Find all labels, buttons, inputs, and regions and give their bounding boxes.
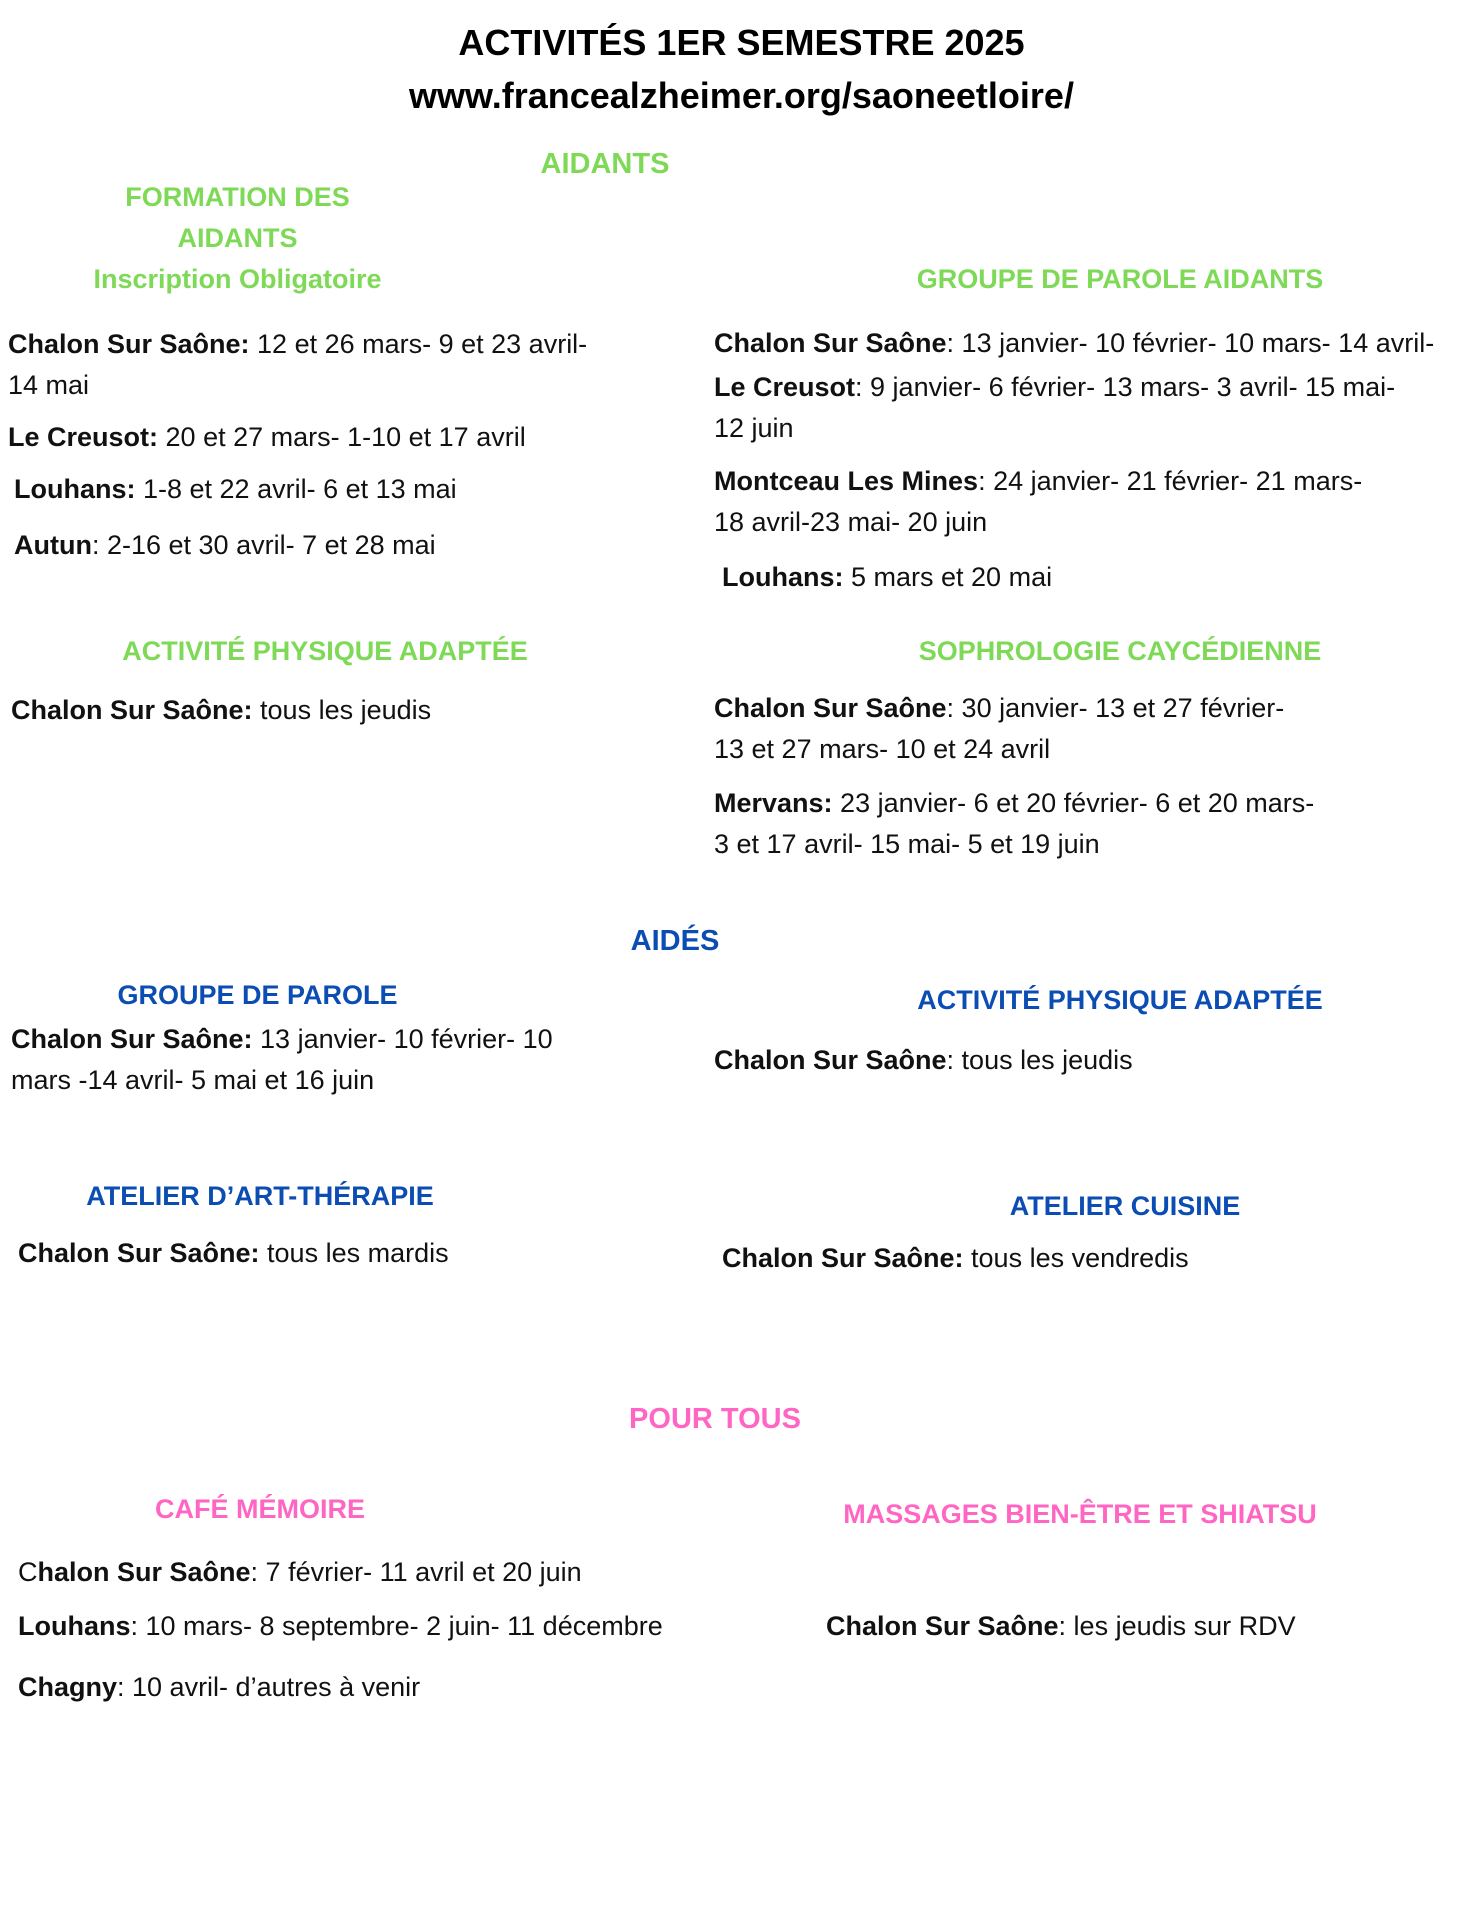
entry-dates: : 24 janvier- 21 février- 21 mars- — [978, 466, 1363, 496]
entry-place: Le Creusot: — [8, 422, 159, 452]
entry-dates-cont: 13 et 27 mars- 10 et 24 avril — [714, 734, 1051, 764]
entry-place-initial: C — [18, 1557, 38, 1587]
formation-entry-autun — [14, 525, 436, 566]
massages-entry-chalon — [826, 1606, 1296, 1647]
entry-place: Chalon Sur Saône — [714, 1045, 947, 1075]
entry-dates: : 10 mars- 8 septembre- 2 juin- 11 décembre — [130, 1611, 663, 1641]
entry-dates: 23 janvier- 6 et 20 février- 6 et 20 mars- — [832, 788, 1315, 818]
activite-physique-aidants-title: ACTIVITÉ PHYSIQUE ADAPTÉE — [122, 636, 528, 666]
entry-place: Chalon Sur Saône — [714, 693, 947, 723]
entry-place: Chagny — [18, 1672, 118, 1702]
entry-dates: : 9 janvier- 6 février- 13 mars- 3 avril- 15 mai- — [855, 372, 1396, 402]
groupe-parole-entry-montceau — [714, 461, 1362, 543]
massages-title: MASSAGES BIEN-ÊTRE ET SHIATSU — [843, 1499, 1317, 1529]
activite-physique-aides-entry — [714, 1040, 1133, 1081]
section-aidants-title: AIDANTS — [540, 148, 670, 180]
entry-place: Chalon Sur Saône — [714, 328, 947, 358]
entry-place: halon Sur Saône — [37, 1557, 251, 1587]
entry-dates: : 10 avril- d’autres à venir — [117, 1672, 421, 1702]
atelier-cuisine-title: ATELIER CUISINE — [1009, 1191, 1241, 1221]
sophrologie-entry-mervans — [714, 783, 1314, 865]
entry-dates: 20 et 27 mars- 1-10 et 17 avril — [158, 422, 526, 452]
entry-place: Chalon Sur Saône: — [722, 1243, 964, 1273]
entry-dates: tous les mardis — [259, 1238, 449, 1268]
sophrologie-entry-chalon — [714, 688, 1284, 770]
formation-entry-louhans — [14, 469, 457, 510]
entry-place: Chalon Sur Saône: — [18, 1238, 260, 1268]
entry-dates: 1-8 et 22 avril- 6 et 13 mai — [135, 474, 457, 504]
entry-dates: 5 mars et 20 mai — [843, 562, 1053, 592]
cafe-memoire-entry-chalon — [18, 1552, 582, 1593]
formation-title-line1: FORMATION DES — [125, 182, 350, 212]
entry-dates: : tous les jeudis — [946, 1045, 1133, 1075]
art-therapie-entry — [18, 1233, 449, 1274]
cafe-memoire-entry-louhans — [18, 1606, 663, 1647]
formation-note: Inscription Obligatoire — [93, 264, 382, 294]
entry-dates: : 7 février- 11 avril et 20 juin — [250, 1557, 582, 1587]
entry-dates: : 13 janvier- 10 février- 10 mars- 14 avril- — [946, 328, 1435, 358]
section-aides-title: AIDÉS — [630, 925, 720, 957]
groupe-parole-entry-louhans — [722, 557, 1052, 598]
entry-dates: : 2-16 et 30 avril- 7 et 28 mai — [91, 530, 436, 560]
entry-place: Louhans: — [722, 562, 844, 592]
entry-dates: tous les vendredis — [963, 1243, 1189, 1273]
groupe-parole-entry-creusot — [714, 367, 1395, 449]
entry-place: Chalon Sur Saône: — [11, 1024, 253, 1054]
entry-place: Chalon Sur Saône — [826, 1611, 1059, 1641]
entry-dates-cont: 14 mai — [8, 370, 90, 400]
atelier-cuisine-entry — [722, 1238, 1189, 1279]
entry-place: Autun — [14, 530, 92, 560]
entry-dates: tous les jeudis — [252, 695, 432, 725]
entry-dates-cont: 3 et 17 avril- 15 mai- 5 et 19 juin — [714, 829, 1100, 859]
cafe-memoire-title: CAFÉ MÉMOIRE — [154, 1494, 365, 1524]
entry-place: Chalon Sur Saône: — [8, 329, 250, 359]
activite-physique-aidants-entry — [11, 690, 431, 731]
art-therapie-title: ATELIER D’ART-THÉRAPIE — [86, 1181, 434, 1211]
groupe-parole-entry-chalon — [714, 323, 1483, 364]
entry-place: Chalon Sur Saône: — [11, 695, 253, 725]
entry-place: Le Creusot — [714, 372, 856, 402]
groupe-parole-aidants-title: GROUPE DE PAROLE AIDANTS — [916, 264, 1324, 294]
formation-title-line2: AIDANTS — [177, 223, 298, 253]
entry-place: Louhans: — [14, 474, 136, 504]
page-title: ACTIVITÉS 1ER SEMESTRE 2025 — [458, 22, 1025, 63]
formation-entry-chalon — [8, 324, 587, 406]
entry-place: Louhans — [18, 1611, 131, 1641]
groupe-parole-aides-entry — [11, 1019, 553, 1101]
entry-place: Montceau Les Mines — [714, 466, 979, 496]
entry-dates: 12 et 26 mars- 9 et 23 avril- — [249, 329, 588, 359]
sophrologie-title: SOPHROLOGIE CAYCÉDIENNE — [918, 636, 1322, 666]
cafe-memoire-entry-chagny — [18, 1667, 420, 1708]
website-url[interactable]: www.francealzheimer.org/saoneetloire/ — [409, 75, 1074, 116]
entry-place: Mervans: — [714, 788, 833, 818]
section-pour-tous-title: POUR TOUS — [629, 1403, 801, 1435]
formation-entry-creusot — [8, 417, 526, 458]
activite-physique-aides-title: ACTIVITÉ PHYSIQUE ADAPTÉE — [917, 985, 1323, 1015]
entry-dates: : les jeudis sur RDV — [1058, 1611, 1296, 1641]
entry-dates-cont: 12 juin — [714, 413, 794, 443]
groupe-parole-aides-title: GROUPE DE PAROLE — [117, 980, 398, 1010]
entry-dates-cont: 18 avril-23 mai- 20 juin — [714, 507, 988, 537]
entry-dates: : 30 janvier- 13 et 27 février- — [946, 693, 1285, 723]
entry-dates-cont: mars -14 avril- 5 mai et 16 juin — [11, 1065, 375, 1095]
entry-dates: 13 janvier- 10 février- 10 — [252, 1024, 553, 1054]
